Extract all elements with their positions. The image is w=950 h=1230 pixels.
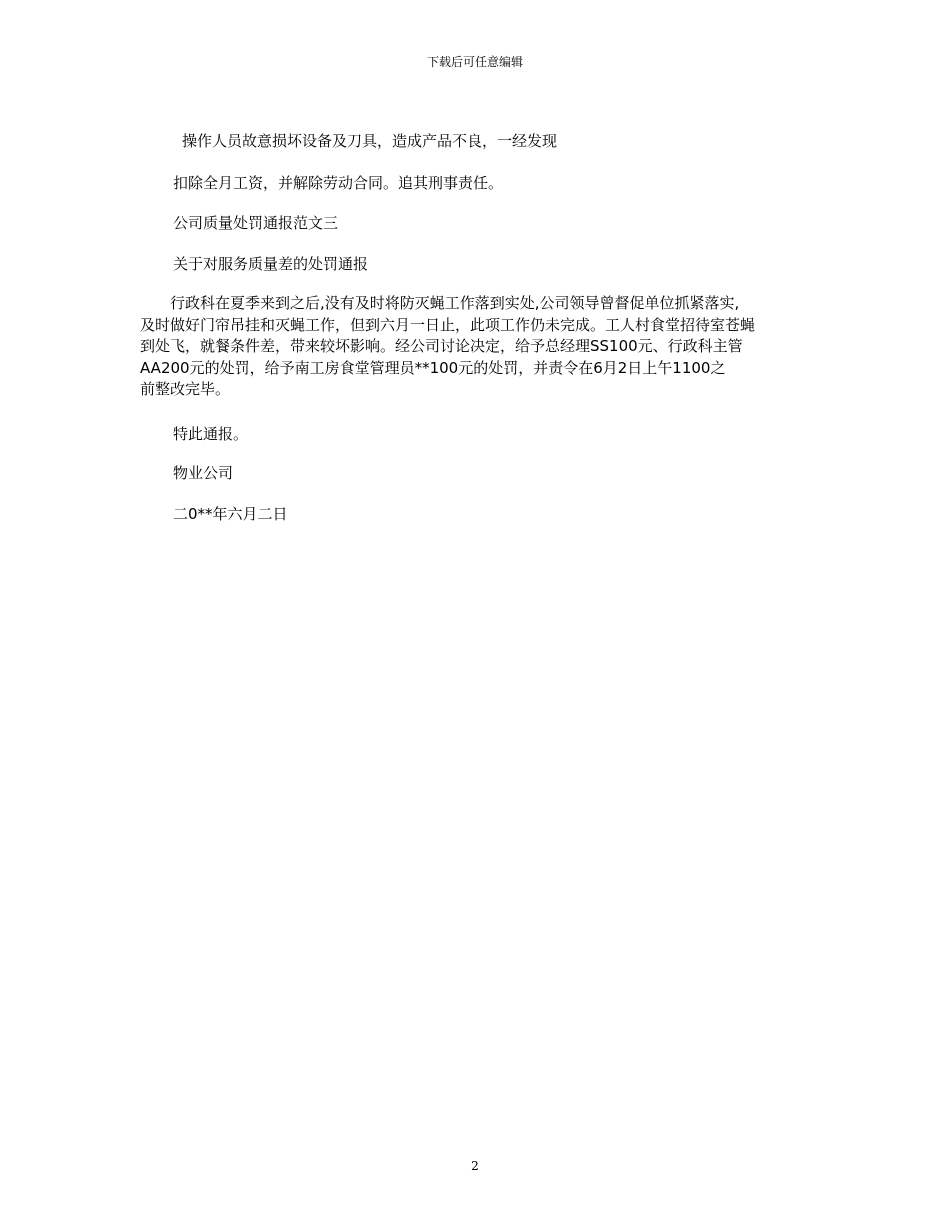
signature: 物业公司 — [173, 464, 234, 482]
paragraph-line: 行政科在夏季来到之后,没有及时将防灭蝇工作落到实处,公司领导曾督促单位抓紧落实, — [140, 294, 740, 312]
paragraph-line: 前整改完毕。 — [140, 380, 231, 398]
date-line: 二0**年六月二日 — [173, 505, 288, 523]
notice-title: 关于对服务质量差的处罚通报 — [173, 255, 369, 273]
page-number: 2 — [471, 1159, 479, 1173]
closing-line: 特此通报。 — [173, 425, 249, 443]
paragraph-line: AA200元的处罚，给予南工房食堂管理员**100元的处罚，并责令在6月2日上午1100之 — [140, 358, 726, 377]
header-note: 下载后可任意编辑 — [426, 55, 523, 69]
notice-paragraph — [140, 293, 815, 401]
section-title: 公司质量处罚通报范文三 — [173, 214, 339, 232]
body-line-2: 扣除全月工资，并解除劳动合同。追其刑事责任。 — [173, 174, 504, 192]
body-line-1: 操作人员故意损坏设备及刀具，造成产品不良，一经发现 — [182, 132, 558, 150]
paragraph-line: 到处飞，就餐条件差，带来较坏影响。经公司讨论决定，给予总经理SS100元、行政科主管 — [140, 337, 743, 355]
paragraph-line: 及时做好门帘吊挂和灭蝇工作，但到六月一日止，此项工作仍未完成。工人村食堂招待室苍蝇 — [140, 315, 756, 334]
